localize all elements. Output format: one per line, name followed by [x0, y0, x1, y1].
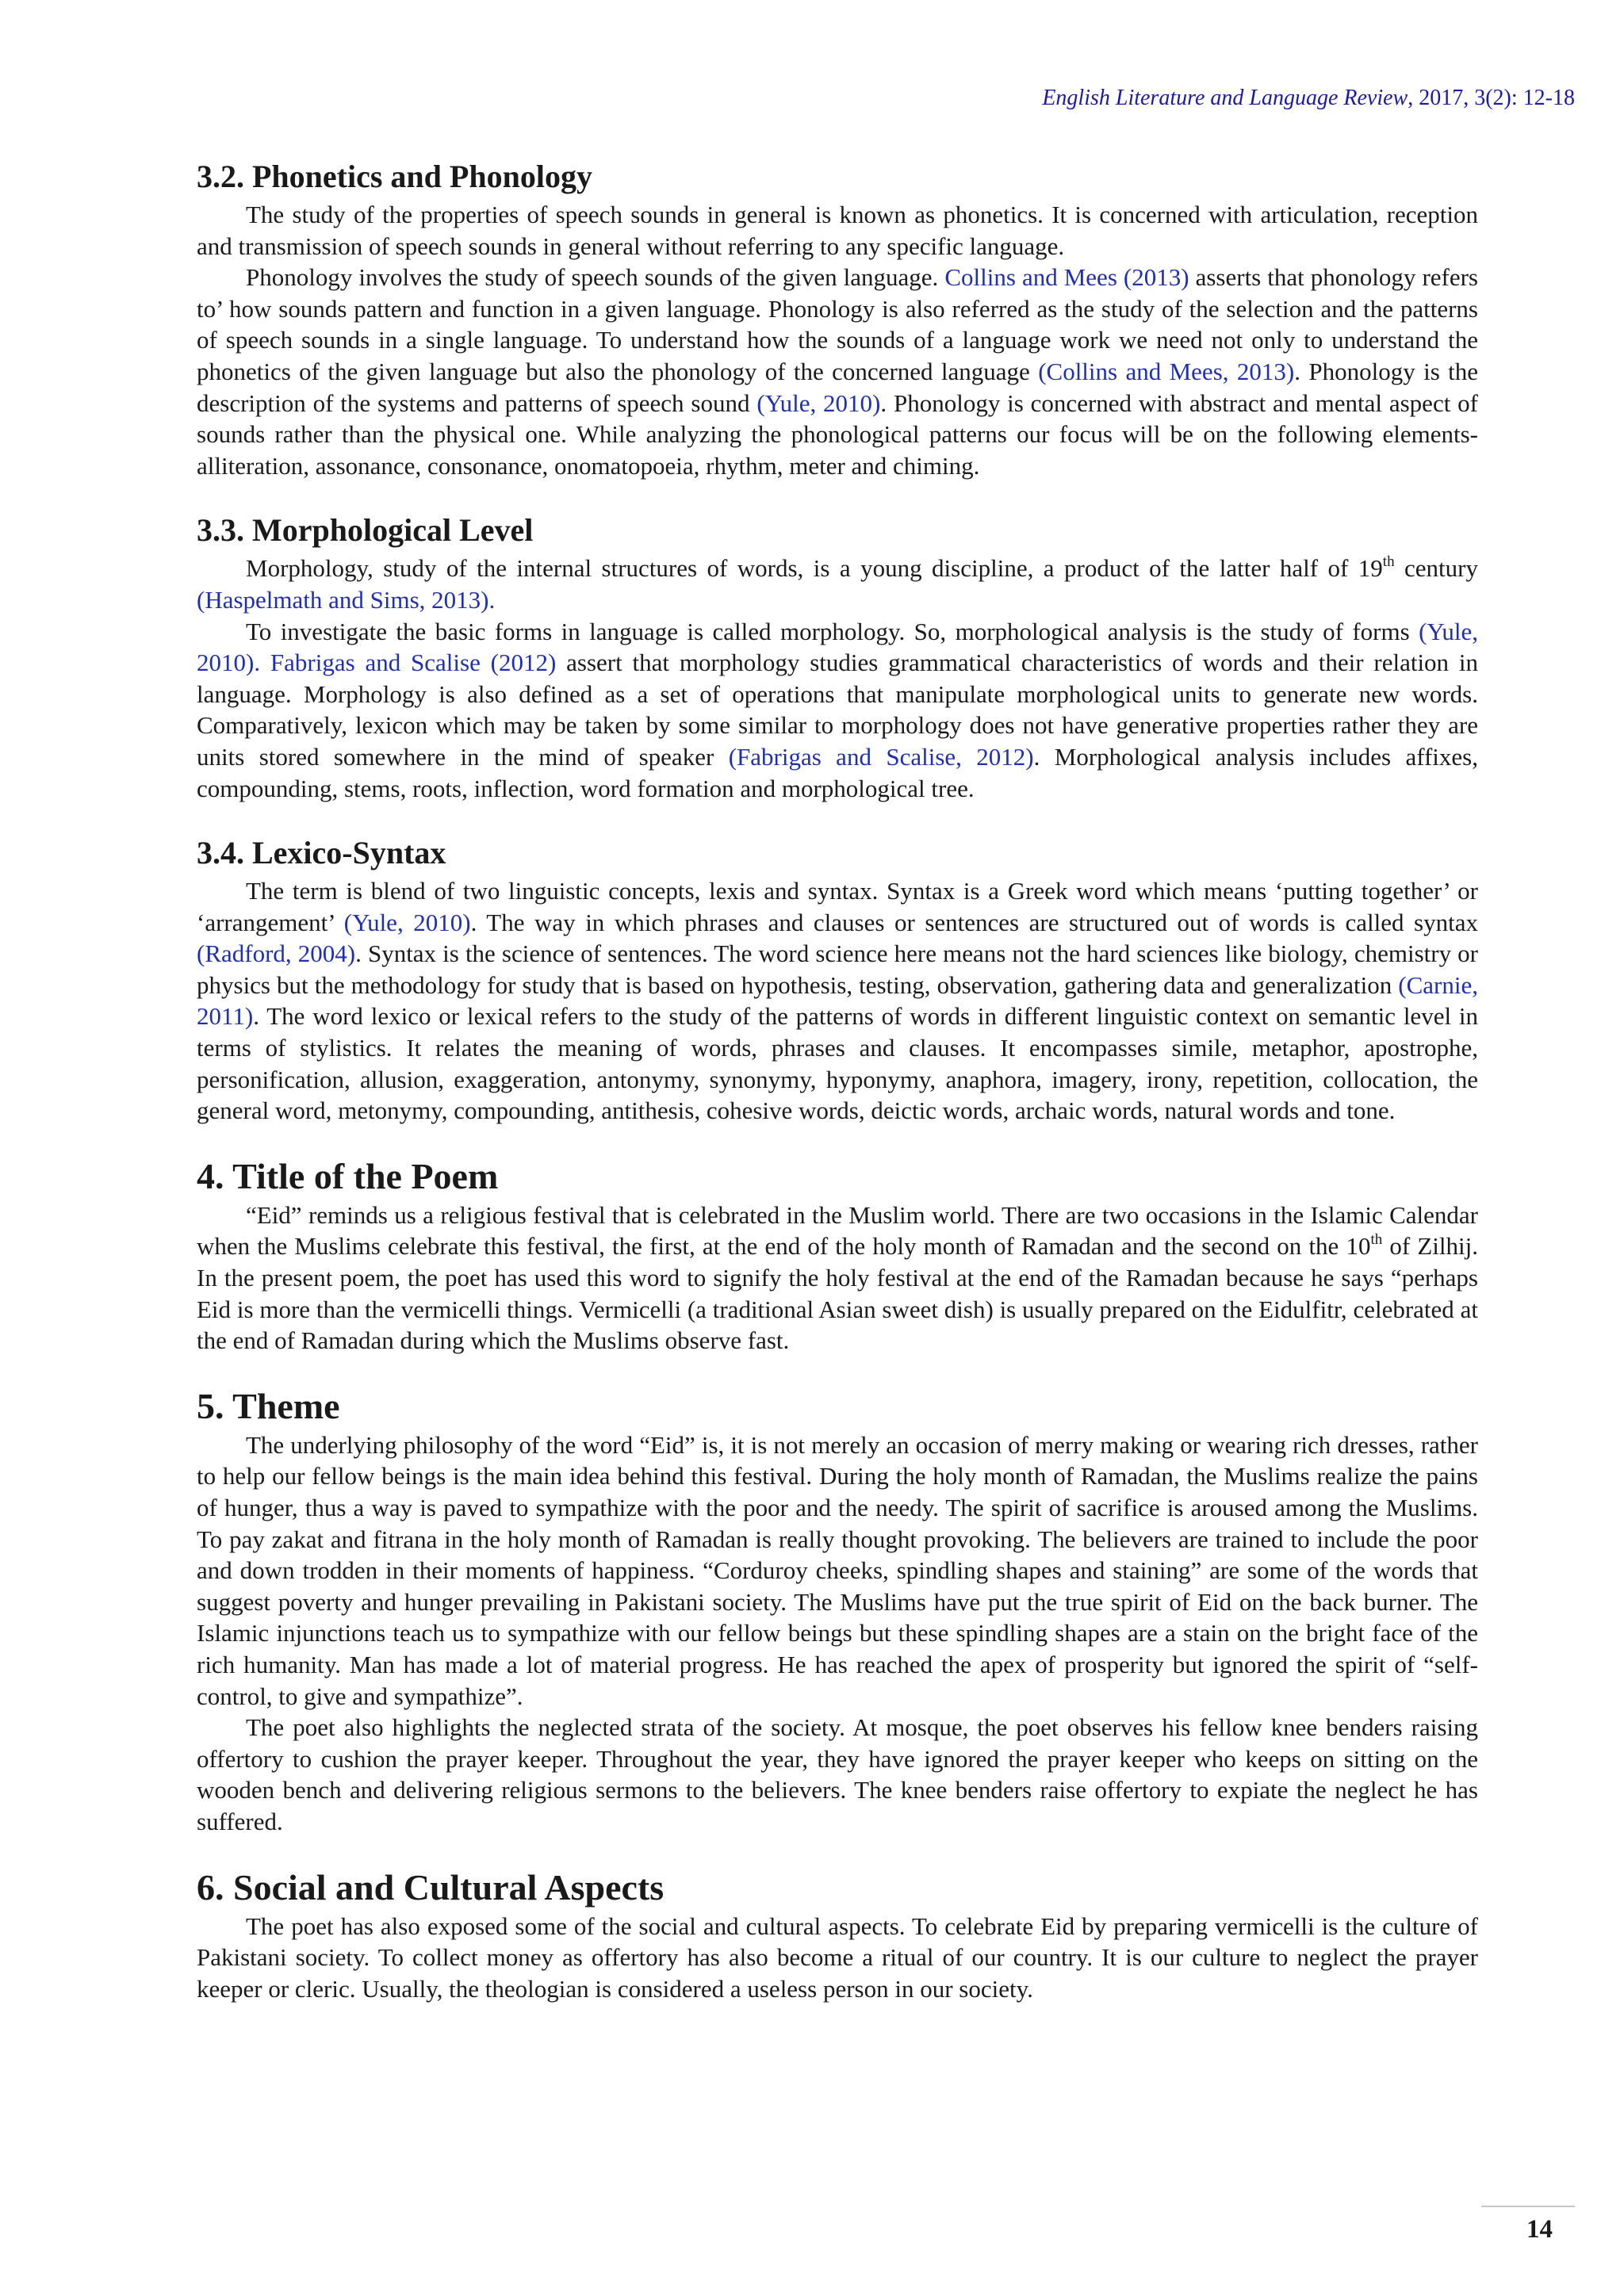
section-heading: 3.2. Phonetics and Phonology — [197, 159, 592, 194]
paragraph: “Eid” reminds us a religious festival that is celebrated in the Muslim world. There are two occasions in the Islamic Calendar when the Muslims celebrate this festival, the first, at the end of the holy month of Ramadan and the second on the 10th of Zilhij. In the present poem, the poet has used this word to signify the holy festival at the end of the Ramadan because he says “perhaps Eid is more than the vermicelli things. Vermicelli (a traditional Asian sweet dish) is usually prepared on the Eidulfitr, celebrated at the end of Ramadan during which the Muslims observe fast. — [197, 1200, 1479, 1355]
paragraph: Phonology involves the study of speech sounds of the given language. Collins and Mees (2013) asserts that phonology refers to’ how sounds pattern and function in a given language. Phonology is also referred as the study of the selection and the patterns of speech sounds in a single language. To understand how the sounds of a language work we need not only to understand the phonetics of the given language but also the phonology of the concerned language (Collins and Mees, 2013). Phonology is the description of the systems and patterns of speech sound (Yule, 2010). Phonology is concerned with abstract and mental aspect of sounds rather than the physical one. While analyzing the phonological patterns our focus will be on the following elements- alliteration, assonance, consonance, onomatopoeia, rhythm, meter and chiming. — [197, 263, 1479, 480]
article-body — [197, 155, 1478, 2004]
paragraph: The underlying philosophy of the word “Eid” is, it is not merely an occasion of merry making or wearing rich dresses, rather to help our fellow beings is the main idea behind this festival. During the holy month of Ramadan, the Muslims realize the pains of hunger, thus a way is paved to sympathize with the poor and the needy. The spirit of sacrifice is aroused among the Muslims. To pay zakat and fitrana in the holy month of Ramadan is really thought provoking. The believers are trained to include the poor and down trodden in their moments of happiness. “Corduroy cheeks, spindling shapes and staining” are some of the words that suggest poverty and hunger prevailing in Pakistani society. The Muslims have put the true spirit of Eid on the back burner. The Islamic injunctions teach us to sympathize with our fellow beings but these spindling shapes are a stain on the bright face of the rich humanity. Man has made a lot of material progress. He has reached the apex of prosperity but ignored the spirit of “self-control, to give and sympathize”. — [197, 1430, 1478, 1710]
page-number: 14 — [1526, 2215, 1553, 2244]
journal-name: English Literature and Language Review — [1042, 86, 1408, 110]
paragraph: The study of the properties of speech sounds in general is known as phonetics. It is concerned with articulation, reception and transmission of speech sounds in general without referring to any specific language. — [197, 201, 1478, 260]
citation-link[interactable]: Collins and Mees (2013) — [944, 263, 1189, 292]
running-header — [1042, 86, 1575, 111]
spacer — [197, 1838, 1478, 1865]
section-5 — [197, 1383, 1478, 1838]
spacer — [197, 804, 1478, 831]
spacer — [197, 1357, 1478, 1383]
spacer — [197, 481, 1478, 508]
paragraph: The poet also highlights the neglected strata of the society. At mosque, the poet observes his fellow knee benders raising offertory to cushion the prayer keeper. Throughout the year, they have ignored the prayer keeper who keeps on sitting on the wooden bench and delivering religious sermons to the believers. The knee benders raise offertory to expiate the neglect he has suffered. — [197, 1713, 1478, 1835]
paragraph: The poet has also exposed some of the social and cultural aspects. To celebrate Eid by preparing vermicelli is the culture of Pakistani society. To collect money as offertory has also become a ritual of our country. It is our culture to neglect the prayer keeper or cleric. Usually, the theologian is considered a useless person in our society. — [197, 1911, 1478, 2003]
section-3-4 — [197, 831, 1478, 1127]
citation-link[interactable]: (Haspelmath and Sims, 2013) — [197, 585, 489, 614]
citation-link[interactable]: (Carnie, 2011) — [197, 970, 1478, 1031]
citation-link[interactable]: (Yule, 2010) — [343, 908, 471, 936]
section-heading: 4. Title of the Poem — [197, 1155, 499, 1196]
section-6 — [197, 1865, 1478, 2005]
paragraph: To investigate the basic forms in language is called morphology. So, morphological analysis is the study of forms (Yule, 2010). Fabrigas and Scalise (2012) assert that morphology studies grammatical characteristics of words and their relation in language. Morphology is also defined as a set of operations that manipulate morphological units to generate new words. Comparatively, lexicon which may be taken by some similar to morphology does not have generative properties rather they are units stored somewhere in the mind of speaker (Fabrigas and Scalise, 2012). Morphological analysis includes affixes, compounding, stems, roots, inflection, word formation and morphological tree. — [197, 617, 1478, 802]
citation-link[interactable]: (Yule, 2010) — [756, 388, 881, 417]
paragraph: Morphology, study of the internal structures of words, is a young discipline, a product of the latter half of 19th century (Haspelmath and Sims, 2013). — [197, 553, 1478, 614]
section-heading: 3.4. Lexico-Syntax — [197, 835, 446, 871]
footer-divider — [1481, 2206, 1575, 2207]
citation-link[interactable]: (Fabrigas and Scalise, 2012) — [728, 742, 1034, 771]
section-4 — [197, 1154, 1478, 1357]
citation-link[interactable]: (Radford, 2004) — [197, 939, 356, 968]
section-heading: 6. Social and Cultural Aspects — [197, 1866, 665, 1908]
journal-citation: , 2017, 3(2): 12-18 — [1408, 86, 1575, 110]
section-3-2 — [197, 155, 1478, 481]
citation-link[interactable]: (Collins and Mees, 2013) — [1038, 357, 1295, 385]
section-heading: 3.3. Morphological Level — [197, 512, 534, 549]
paragraph: The term is blend of two linguistic concepts, lexis and syntax. Syntax is a Greek word which means ‘putting together’ or ‘arrangement’ (Yule, 2010). The way in which phrases and clauses or sentences are structured out of words is called syntax (Radford, 2004). Syntax is the science of sentences. The word science here means not the hard sciences like biology, chemistry or physics but the methodology for study that is based on hypothesis, testing, observation, gathering data and generalization (Carnie, 2011). The word lexico or lexical refers to the study of the patterns of words in different linguistic context on semantic level in terms of stylistics. It relates the meaning of words, phrases and clauses. It encompasses simile, metaphor, apostrophe, personification, allusion, exaggeration, antonymy, synonymy, hyponymy, anaphora, imagery, irony, repetition, collocation, the general word, metonymy, compounding, antithesis, cohesive words, deictic words, archaic words, natural words and tone. — [197, 877, 1479, 1125]
section-3-3 — [197, 508, 1478, 804]
citation-link[interactable]: (Yule, 2010). Fabrigas and Scalise (2012) — [197, 617, 1478, 677]
spacer — [197, 1127, 1478, 1154]
section-heading: 5. Theme — [197, 1385, 340, 1426]
